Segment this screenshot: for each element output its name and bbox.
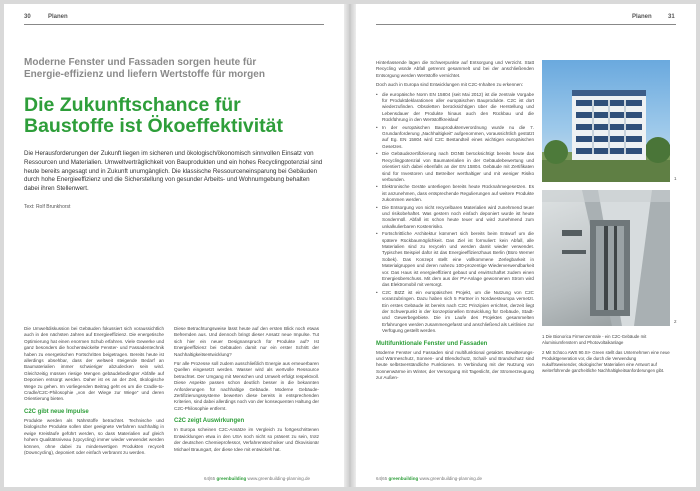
list-item: • Die Entsorgung von nicht recycelbaren Materialien wird zunehmend teuer und risikobehaftet. Was gestern noch einfach deponiert wurde ist heute Sondermüll. Abfall ist schon heute teuer und wird zunehmend zum unkalkulierbaren Kostenrisiko. (376, 205, 534, 231)
paragraph: Moderne Fenster und Fassaden sind multifunktional getaktet. Bewitterungs- und Wärmeschutz, Sonnen- und Blendschutz, Schall- und Brandschutz sind heute selbstverständliche Funktionen. In Verbindung mit der Nutzung von Sonnenwärme im Winter, der Versorgung mit Tageslicht, der Stromerzeugung zur Außen- (376, 349, 534, 381)
header-rule-left (24, 24, 324, 25)
footer-pages: 64|65 (376, 476, 388, 481)
subheading: Multifunktionale Fenster und Fassaden (376, 340, 488, 347)
footer-brand: greenbuilding (216, 476, 247, 481)
figure-number-2: 2 (674, 319, 677, 324)
left-column-1 (24, 326, 164, 459)
bullet-list (376, 92, 534, 335)
paragraph: In Europa scheinen C2C-Ansätze im Vergleich zu fortgeschrittenen Entwicklungen etwa in den USA noch nicht so präsent zu sein, trotz der deutschen Chemieprofessor, Verfahrenstechniker und Ökovisionär Michael Braungart, der diese Idee mit entwickelt hat. (174, 427, 319, 452)
article-lead: Die Herausforderungen der Zukunft liegen im sicheren und ökologisch/ökonomisch sinnvollen Einsatz von Ressourcen und Materialien. Umweltverträglichkeit von Bauprodukten und ein hohes Recyclingpotenzial sind heute bereits angesagt und in Zukunft unumgänglich. Die klassische Ressourceneinsparung bei Gebäuden durch hohe Energieeffizienz und die Sicherstellung von gesunder Arbeits- und Wohnumgebung behalten dabei ihren Stellenwert. (24, 150, 323, 193)
paragraph: Diese Betrachtungsweise lässt heute auf den ersten Blick noch etwas Befremden aus. Und dennoch bringt dieser Ansatz neue Impulse. Tut sich hier ein neuer Designanspruch für Produkte auf? Ist Energieeffizienz bei Gebäuden damit nur ein erster Schritt der Nachhaltigkeitsentwicklung? (174, 326, 319, 357)
subheading: C2C gibt neue Impulse (24, 408, 89, 415)
paragraph: Für alle Prozesse soll zudem ausschließlich Energie aus erneuerbaren Quellen eingesetzt werden. Wasser wird als wertvolle Ressource betrachtet. Der Umgang mit Menschen und Umwelt erfolgt respektvoll. Diese Aspekte passen schon deutlich besser in die bekannten Anforderungen für nachhaltige Gebäude. Moderne Gebäude-Zertifizierungssysteme bewerten diese bereits in entsprechenden Kriterien, sind dabei allerdings noch von der konsequenten Haltung der C2C-Philosophie entfernt. (174, 361, 319, 411)
article-kicker: Moderne Fenster und Fassaden sorgen heute für Energie-effizienz und liefern Wertstoffe für morgen (24, 57, 265, 80)
footer-url: www.greenbuilding-planning.de (247, 476, 311, 481)
article-title: Die Zukunftschance für Baustoffe ist Ökoeffektivität (24, 94, 283, 137)
footer-pages: 64|65 (204, 476, 216, 481)
window-profile-photo (542, 190, 670, 326)
page-number-right: 31 (668, 14, 675, 20)
figure-caption-2: 2 Mit Schüco AWS 90.SI+ Green stellt das Unternehmen eine neue Produktgeneration vor, die durch die Verwendung nukulftsweisender, ökologischer Materialien eine Antwort auf weiterführende ganzheitliche Nachhaltigkeitsanforderungen gibt. (542, 350, 670, 373)
section-label-right: Planen (632, 14, 652, 20)
building-illustration (542, 60, 670, 182)
paragraph: Die Umweltdiskussion bei Gebäuden fokussiert sich voraussichtlich auch in den nächsten Jahren auf Energieeffizienz. Die energetische Optimierung hat einen enormen Schub erfahren. Viele Gewerke und ganz besonders die hochentwickelte Fenster- und Fassadentechnik haben zu energetischen Fortschritten beigetragen. Bereits heute ist allerdings absehbar, dass der weltweit steigende Bedarf an Baumaterialien immer schwieriger abzudecken sein wird. Gleichzeitig müssen riesige Mengen gebäudebedingter Abfälle auf Deponien entsorgt werden. Daher ist es an der Zeit, ökologische Wege zu gehen. Im vorliegenden Beitrag geht es um die Cradle-to-Cradle/C2C-Philosophie „von der Wiege zur Wiege“ und deren Orientierung bieten. (24, 326, 164, 402)
paragraph: Produkte werden als Nährstoffe betrachtet. Technische und biologische Produkte sollen über geeignete Verfahren nachhaltig in ewige Kreisläufe geführt werden, so dass Materialien auf gleich hohem Qualitätsniveau (Upcycling) immer wieder verwendet werden können, ohne dabei zu minderwertigen Produkten recycelt (Downcycling), deponiert oder einfach verbrannt zu werden. (24, 417, 164, 455)
subheading: C2C zeigt Auswirkungen (174, 418, 245, 425)
figure-caption-1: 1 Die Bionorica Firmenzentrale - ein C2C-Gebäude mit Aluminiumfenstern und Photovoltaikanlage (542, 334, 647, 345)
list-item: • C2C BIZZ ist ein europäisches Projekt, um die Nutzung von C2C voranzubringen. Dazu haben sich 5 Partner in Nordwesteuropa vernetzt. Ein erstes Gebäude ist bereits nach C2C Prinzipien errichtet, derzeit liegt der Schwerpunkt in der konzeptionellen Entwicklung für Gebäude, Stadt- und Gewerbegebiete. Die im Laufe des Projektes gesammelten Erfahrungen werden zusammengefasst und anschließend als Leitlinien zur Verfügung gestellt werden. (376, 290, 534, 335)
list-item: • In der europäischen Bauproduktenverordnung wurde nu die 7. Grundanforderung „Nachhaltigkeit“ aufgenommen, voraussichtlich gestützt auf Eg. EN 15804 wird C2C Bestandteil eines wichtigen europäischen Gesetzes. (376, 125, 534, 151)
right-column (376, 60, 534, 385)
left-column-2 (174, 326, 319, 456)
footer-brand: greenbuilding (388, 476, 419, 481)
footer-left (204, 476, 310, 481)
footer-url: www.greenbuilding-planning.de (419, 476, 483, 481)
footer-right (376, 476, 482, 481)
right-page (356, 4, 696, 487)
header-rule-right (376, 24, 676, 25)
paragraph: Doch auch in Europa sind Entwicklungen mit C2C-Inhalten zu erkennen: (376, 82, 524, 88)
page-gutter (344, 4, 356, 487)
left-page (4, 4, 344, 487)
list-item: • die europäische Norm EN 15804 (seit Mai 2012) ist die zentrale Vorgabe für Produktdeklarationen aller europäischen Bauprodukte. C2C ist dort wiederzufinden. Obsoletten berücksichtigen über die Herstellung und Lebensdauer der Produkte hinaus auch den Rückbau und die Rückführung in den Wertstoffkreislauf (376, 92, 534, 124)
list-item: • Elektronische Geräte unterliegen bereits heute Rücknahmegesetzen. Es ist anzunehmen, dass entsprechende Regulierungen auf weitere Produkte zukommen werden. (376, 184, 534, 203)
list-item: • Die Gebäudezertifizierung nach DGNB berücksichtigt bereits heute das Recyclingpotenzial von Baumaterialien in der Gebäudebewertung und orientiert sich dabei ebenfalls an der EN 15804. Gebäude mit Zertifikaten sind für Investoren und Betreiber werthaltiger und mit weniger Risiko verbunden. (376, 151, 534, 183)
section-label-left: Planen (48, 14, 68, 20)
window-profile-illustration (542, 190, 670, 326)
building-photo (542, 60, 670, 182)
article-author: Text: Rolf Brunkhorst (24, 204, 71, 210)
page-number-left: 30 (24, 14, 31, 20)
paragraph: Hinterlassende lägen die Schwerpunkte auf Entsorgung und Verzicht. Statt Recycling würde Abfall getrennt gesammelt und bei der anschließenden Entsorgung werden Wertstoffe vernichtet. (376, 60, 534, 78)
list-item: • Fortschrittliche Architektur kümmert sich bereits beim Entwurf um die spätere Rückbaumöglichkeit. Das Ziel ist formuliert: kein Abfall, alle Materialien sind zu recyceln und werden damit wieder verwendet. Typisches Beispiel dafür ist das Energieeffizienzhaus Berlin (Büro Werner Sobek). Das Konzept stellt eine vollkommene Zerlegbarkeit in Materialgruppen und deren nahezu 100-prozentige Wiederverwendbarkeit vor. Das Haus ist energieeffizient gebaut und erwirtschaftet zudem einen Energieüberschuss. Mit dem aus der PV-Anlage gewonnenen Strom wird das Elektromobil mit versorgt. (376, 231, 534, 289)
figure-number-1: 1 (674, 176, 677, 181)
